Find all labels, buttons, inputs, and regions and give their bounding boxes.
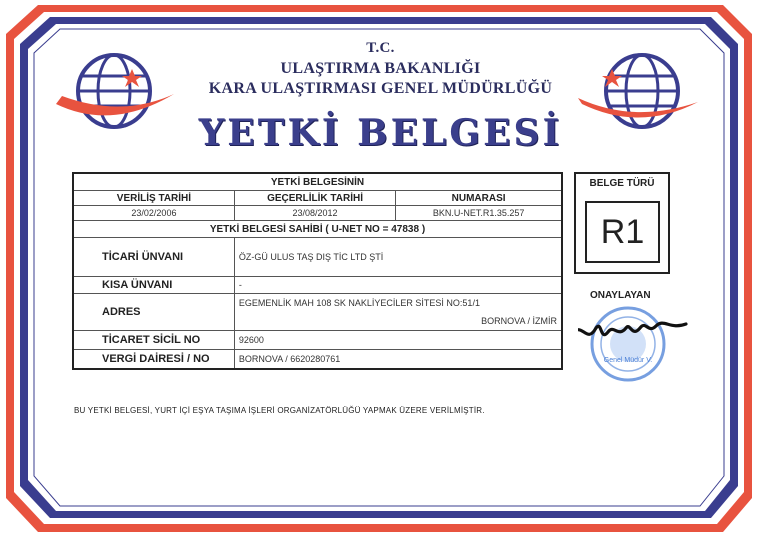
certificate-table	[72, 172, 563, 370]
official-stamp-icon	[578, 298, 688, 388]
trade-name-label: TİCARİ ÜNVANI	[73, 238, 234, 277]
certificate-type-label: BELGE TÜRÜ	[589, 178, 655, 189]
column-issue-date: VERİLİŞ TARİHİ	[73, 191, 234, 206]
table-heading: YETKİ BELGESİNİN	[73, 173, 562, 191]
tax-label: VERGİ DAİRESİ / NO	[73, 350, 234, 370]
address-line2: BORNOVA / İZMİR	[481, 316, 557, 326]
registry-value: 92600	[234, 331, 562, 350]
number-value: BKN.U-NET.R1.35.257	[396, 206, 562, 221]
header-directorate: KARA ULAŞTIRMASI GENEL MÜDÜRLÜĞÜ	[208, 80, 553, 97]
trade-name-value: ÖZ-GÜ ULUS TAŞ DIŞ TİC LTD ŞTİ	[234, 238, 562, 277]
registry-label: TİCARET SİCİL NO	[73, 331, 234, 350]
short-name-value: -	[234, 277, 562, 294]
certificate-type-code: R1	[585, 201, 660, 263]
owner-heading: YETKİ BELGESİ SAHİBİ ( U-NET NO = 47838 )	[73, 221, 562, 238]
header-ministry: ULAŞTIRMA BAKANLIĞI	[280, 60, 481, 77]
address-label: ADRES	[73, 294, 234, 331]
footer-note: BU YETKİ BELGESİ, YURT İÇİ EŞYA TAŞIMA İŞLERİ ORGANİZATÖRLÜĞÜ YAPMAK ÜZERE VERİLMİŞTİR.	[74, 406, 485, 415]
column-number: NUMARASI	[396, 191, 562, 206]
validity-date-value: 23/08/2012	[234, 206, 395, 221]
address-value	[234, 294, 562, 331]
header-tc: T.C.	[366, 40, 395, 56]
certificate-title: YETKİ BELGESİ	[198, 112, 563, 154]
address-line1: EGEMENLİK MAH 108 SK NAKLİYECİLER SİTESİ NO:51/1	[238, 298, 480, 308]
approval-label: ONAYLAYAN	[590, 290, 651, 301]
tax-value: BORNOVA / 6620280761	[234, 350, 562, 370]
column-validity-date: GEÇERLİLİK TARİHİ	[234, 191, 395, 206]
certificate-type-box	[574, 172, 670, 274]
stamp-text: Genel Müdür V.	[603, 357, 653, 364]
issue-date-value: 23/02/2006	[73, 206, 234, 221]
short-name-label: KISA ÜNVANI	[73, 277, 234, 294]
